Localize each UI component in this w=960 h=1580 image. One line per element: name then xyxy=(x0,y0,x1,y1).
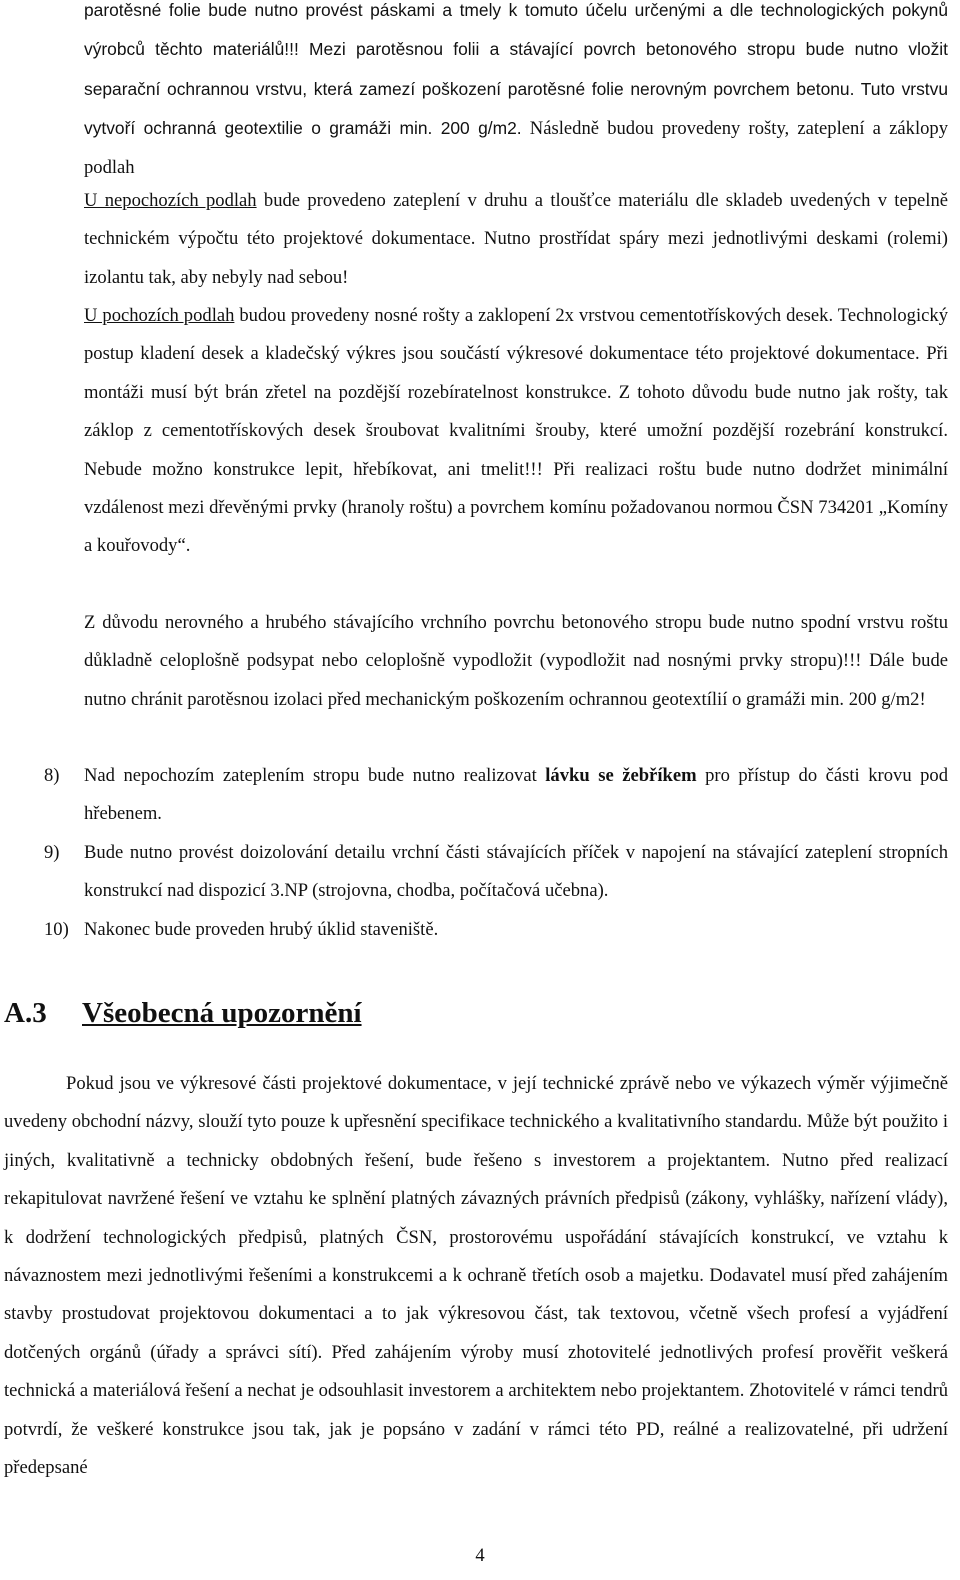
list-item-text-after: pro přístup do části krovu pod hřebenem. xyxy=(84,765,949,825)
non-walkable-floors-label: U nepochozích podlah xyxy=(84,190,257,211)
paragraph-non-walkable-floors xyxy=(84,182,948,297)
list-item-number: 9) xyxy=(44,842,60,863)
paragraph-vapor-barrier-text: parotěsné folie bude nutno provést páskami a tmely k tomuto účelu určenými a dle technologických pokynů výrobců těchto materiálů!!! Mezi parotěsnou folii a stávající povrch betonového stropu bude nutno vložit separační ochrannou vrstvu, která zamezí poškození parotěsné folie nerovným povrchem betonu. xyxy=(84,0,948,99)
list-item: Nakonec bude proveden hrubý úklid staveniště. xyxy=(84,919,439,940)
list-item xyxy=(84,757,948,834)
paragraph-vapor-barrier xyxy=(84,0,948,187)
list-item-bold-text: lávku se žebříkem xyxy=(545,765,697,786)
list-item-number: 8) xyxy=(44,765,60,786)
section-paragraph: Pokud jsou ve výkresové části projektové dokumentace, v její technické zprávě nebo ve výkazech výměr výjimečně uvedeny obchodní názvy, slouží tyto pouze k upřesnění specifikace technického a kvalitativního standardu. Může být použito i jiných, kvalitativně a technicky obdobných řešení, bude řešeno s investorem a projektantem. Nutno před realizací rekapitulovat navržené řešení ve vztahu ke splnění platných závazných právních předpisů (zákony, vyhlášky, nařízení vlády), k dodržení technologických předpisů, platných ČSN, prostorovému uspořádání stávajících konstrukcí, ve vztahu k návaznostem mezi jednotlivými řešeními a konstrukcemi a k ochraně třetích osob a majetku. Dodavatel musí před zahájením stavby prostudovat projektovou dokumentaci a to jak výkresovou část, tak textovou, včetně všech profesí a vyjádření dotčených orgánů (úřady a správci sítí). Před zahájením výroby musí zhotovitelé jednotlivých profesí prověřit veškerá technická a materiálová řešení a nechat je odsouhlasit investorem a architektem nebo projektantem. Zhotovitelé v rámci tendrů potvrdí, že veškeré konstrukce jsou tak, jak je popsáno v zadání v rámci této PD, reálné a realizovatelné, při udržení předepsané xyxy=(4,1073,948,1479)
paragraph-uneven-surface: Z důvodu nerovného a hrubého stávajícího vrchního povrchu betonového stropu bude nutno spodní vrstvu roštu důkladně celoplošně podsypat nebo celoplošně vypodložit (vypodložit nad nosnými prvky stropu)!!! Dále bude nutno chránit parotěsnou izolaci před mechanickým poškozením ochrannou geotextílií o gramáži min. 200 g/m2! xyxy=(84,612,948,710)
list-item: Bude nutno provést doizolování detailu vrchní části stávajících příček v napojení na stávající zateplení stropních konstrukcí nad dispozicí 3.NP (strojovna, chodba, počítačová učebna). xyxy=(84,842,948,902)
section-number: A.3 xyxy=(4,997,47,1029)
paragraph-floors-text: Následně budou provedeny rošty, zateplení a záklopy podlah xyxy=(84,118,948,178)
list-item-text-before: Nad nepochozím zateplením stropu bude nutno realizovat xyxy=(84,765,546,786)
paragraph-walkable-floors xyxy=(84,297,948,566)
non-walkable-floors-text: bude provedeno zateplení v druhu a tloušťce materiálu dle skladeb uvedených v tepelně technickém výpočtu této projektové dokumentace. Nutno prostřídat spáry mezi jednotlivými deskami (rolemi) izolantu tak, aby nebyly nad sebou! xyxy=(84,190,948,288)
paragraph-geotextile-text: Tuto vrstvu vytvoří ochranná geotextilie o gramáži min. 200 g/m2. xyxy=(84,78,948,139)
list-item-number: 10) xyxy=(44,919,69,940)
section-heading xyxy=(4,993,362,1033)
walkable-floors-label: U pochozích podlah xyxy=(84,305,235,326)
section-title: Všeobecná upozornění xyxy=(82,997,362,1029)
walkable-floors-text: budou provedeny nosné rošty a zaklopení 2x vrstvou cementotřískových desek. Technologický postup kladení desek a kladečský výkres jsou součástí výkresové dokumentace této projektové dokumentace. Při montáži musí být brán zřetel na pozdější rozebíratelnost konstrukce. Z tohoto důvodu bude nutno jak rošty, tak záklop z cementotřískových desek šroubovat kvalitními šrouby, které umožní pozdější rozebrání konstrukcí. Nebude možno konstrukce lepit, hřebíkovat, ani tmelit!!! Při realizaci roštu bude nutno dodržet minimální vzdálenost mezi dřevěnými prvky (hranoly roštu) a povrchem komínu požadovanou normou ČSN 734201 „Komíny a kouřovody“. xyxy=(84,305,948,557)
page-number: 4 xyxy=(475,1545,485,1566)
